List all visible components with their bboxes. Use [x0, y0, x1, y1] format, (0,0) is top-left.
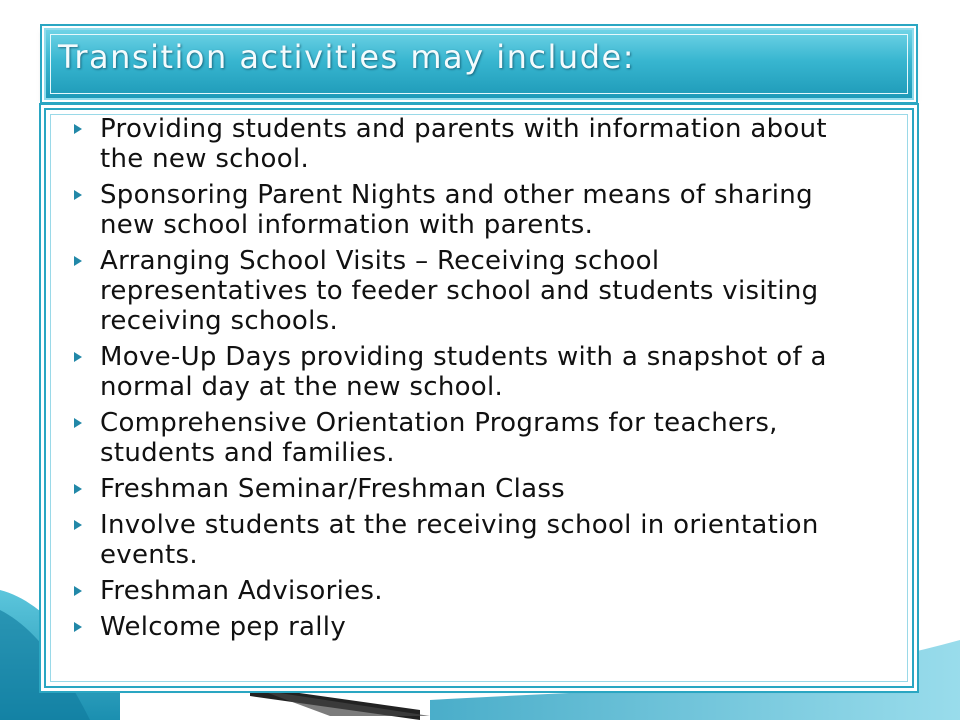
bullet-list: [74, 114, 874, 648]
bullet-text: Freshman Seminar/Freshman Class: [100, 474, 566, 504]
bullet-text: Arranging School Visits – Receiving school representatives to feeder school and students visiting receiving schools.: [100, 246, 819, 336]
bullet-text: Sponsoring Parent Nights and other means of sharing new school information with parents.: [100, 180, 813, 240]
bullet-text: Move-Up Days providing students with a snapshot of a normal day at the new school.: [100, 342, 827, 402]
list-item: [74, 180, 874, 240]
triangle-right-icon: [74, 124, 82, 134]
triangle-right-icon: [74, 484, 82, 494]
triangle-right-icon: [74, 352, 82, 362]
triangle-right-icon: [74, 418, 82, 428]
bullet-text: Welcome pep rally: [100, 612, 347, 642]
list-item: [74, 114, 874, 174]
list-item: [74, 510, 874, 570]
content-box: [44, 108, 914, 688]
triangle-right-icon: [74, 520, 82, 530]
triangle-right-icon: [74, 256, 82, 266]
bullet-text: Providing students and parents with information about the new school.: [100, 114, 827, 174]
triangle-right-icon: [74, 622, 82, 632]
bullet-text: Freshman Advisories.: [100, 576, 383, 606]
list-item: [74, 576, 874, 606]
list-item: [74, 246, 874, 336]
list-item: [74, 342, 874, 402]
triangle-right-icon: [74, 190, 82, 200]
slide-title: Transition activities may include:: [58, 38, 635, 76]
title-bar: [44, 28, 914, 100]
list-item: [74, 612, 874, 642]
triangle-right-icon: [74, 586, 82, 596]
bullet-text: Involve students at the receiving school in orientation events.: [100, 510, 819, 570]
bullet-text: Comprehensive Orientation Programs for teachers, students and families.: [100, 408, 778, 468]
list-item: [74, 474, 874, 504]
list-item: [74, 408, 874, 468]
